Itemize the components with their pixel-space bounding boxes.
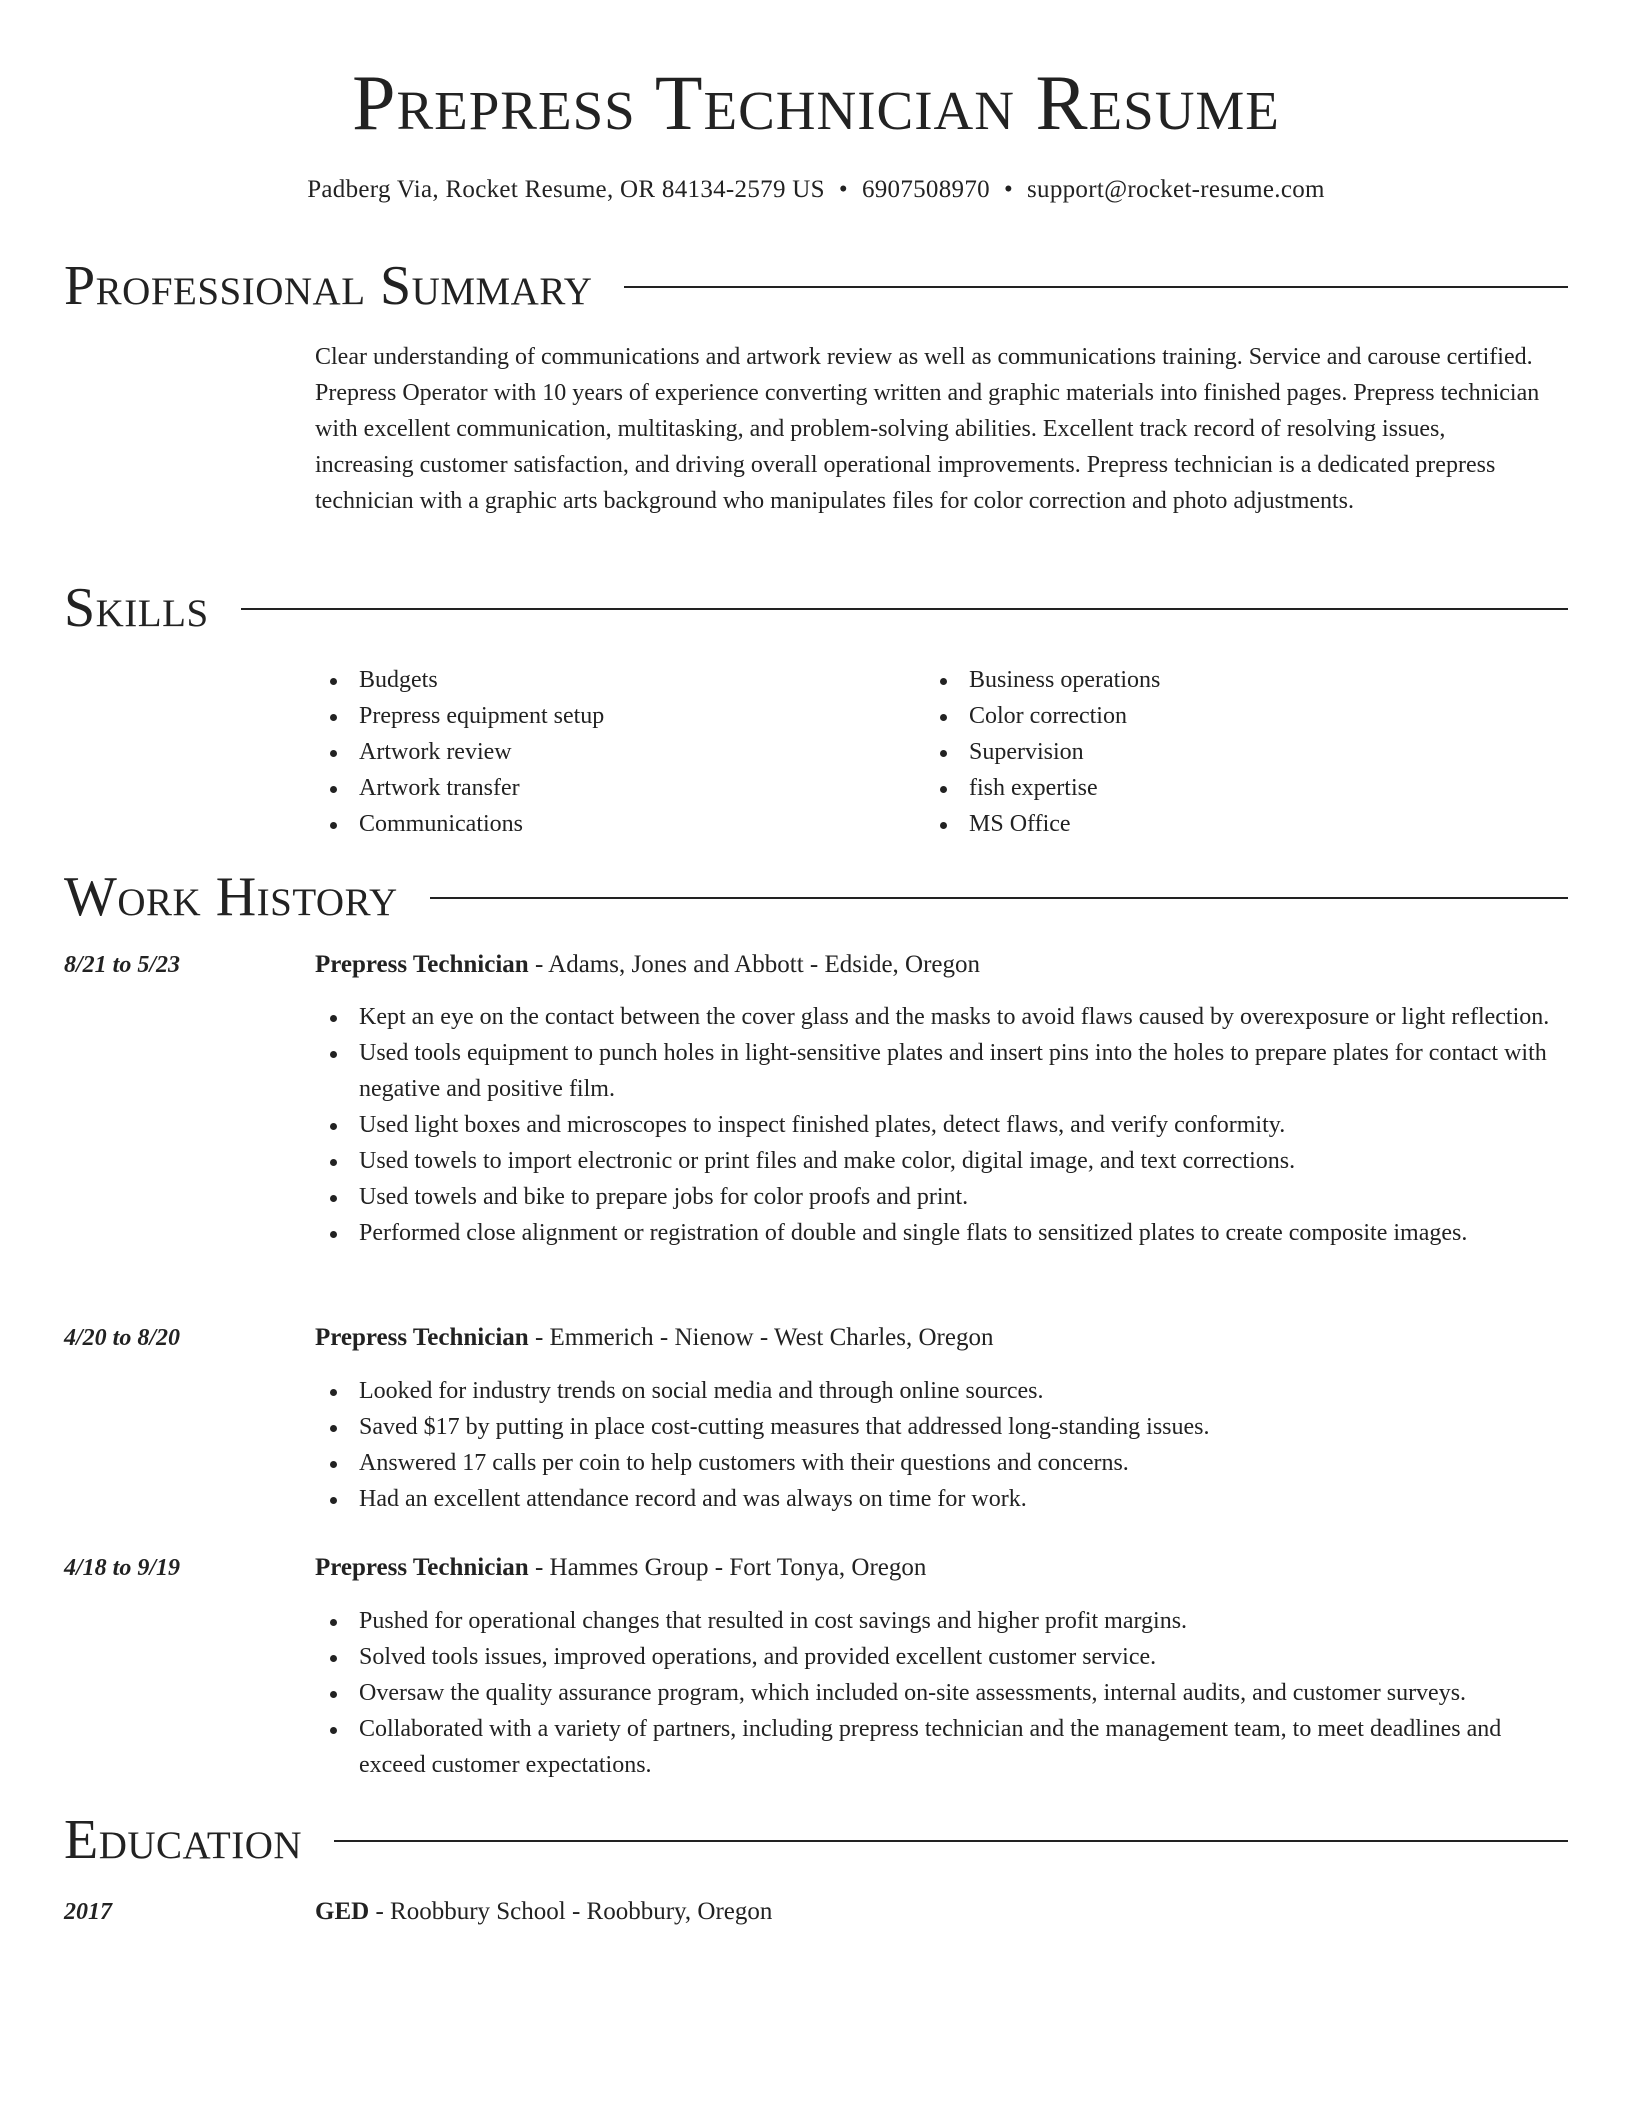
education-degree: GED: [315, 1898, 370, 1925]
job-duty-item: Oversaw the quality assurance program, which included on-site assessments, internal audits, and customer surveys.: [315, 1675, 1565, 1711]
job-heading: [315, 947, 980, 983]
education-section-header: [64, 1808, 1568, 1872]
skill-item: Budgets: [315, 662, 915, 698]
skill-item: Supervision: [925, 734, 1525, 770]
education-heading: [315, 1894, 772, 1930]
skill-item: MS Office: [925, 806, 1525, 842]
skills-list-right: [925, 662, 1525, 842]
job-dates: 4/20 to 8/20: [64, 1325, 181, 1351]
job-heading: [315, 1320, 993, 1356]
contact-address: Padberg Via, Rocket Resume, OR 84134-2579 US: [307, 176, 825, 203]
job-employer: - Adams, Jones and Abbott - Edside, Oregon: [528, 951, 981, 978]
summary-section-header: [64, 254, 1568, 318]
job-duty-item: Performed close alignment or registration of double and single flats to sensitized plates to create composite images.: [315, 1215, 1565, 1251]
job-duty-item: Used tools equipment to punch holes in light-sensitive plates and insert pins into the holes to prepare plates for contact with negative and positive film.: [315, 1035, 1565, 1107]
contact-email: support@rocket-resume.com: [1027, 176, 1325, 203]
job-duty-item: Answered 17 calls per coin to help customers with their questions and concerns.: [315, 1445, 1565, 1481]
job-employer: - Emmerich - Nienow - West Charles, Oregon: [528, 1324, 994, 1351]
contact-separator: •: [838, 176, 848, 203]
job-duty-item: Kept an eye on the contact between the cover glass and the masks to avoid flaws caused by overexposure or light reflection.: [315, 999, 1565, 1035]
skills-list-left: [315, 662, 915, 842]
summary-text: Clear understanding of communications and artwork review as well as communications training. Service and carouse certified. Prepress Operator with 10 years of experience converting written and graphic materials into finished pages. Prepress technician with excellent communication, multitasking, and problem-solving abilities. Excellent track record of resolving issues, increasing customer satisfaction, and driving overall operational improvements. Prepress technician is a dedicated prepress technician with a graphic arts background who manipulates files for color correction and photo adjustments.: [315, 344, 1540, 514]
skills-section-header: [64, 576, 1568, 640]
section-divider: [334, 1840, 1568, 1842]
section-divider: [624, 286, 1568, 288]
job-employer: - Hammes Group - Fort Tonya, Oregon: [528, 1554, 927, 1581]
job-duties: [315, 999, 1565, 1251]
skills-column-left: [315, 662, 915, 842]
section-title-skills: Skills: [64, 577, 209, 639]
job-role: Prepress Technician: [315, 1324, 529, 1351]
job-duty-item: Solved tools issues, improved operations, and provided excellent customer service.: [315, 1639, 1565, 1675]
section-divider: [430, 897, 1568, 899]
job-duty-item: Saved $17 by putting in place cost-cutting measures that addressed long-standing issues.: [315, 1409, 1565, 1445]
skill-item: Color correction: [925, 698, 1525, 734]
job-duties: [315, 1603, 1565, 1783]
section-title-work: Work History: [64, 866, 398, 928]
skill-item: Business operations: [925, 662, 1525, 698]
section-title-education: Education: [64, 1809, 303, 1871]
education-year: 2017: [64, 1899, 112, 1925]
work-section-header: [64, 865, 1568, 929]
job-duty-item: Had an excellent attendance record and was always on time for work.: [315, 1481, 1565, 1517]
job-role: Prepress Technician: [315, 951, 529, 978]
job-duty-item: Used towels to import electronic or print files and make color, digital image, and text corrections.: [315, 1143, 1565, 1179]
skill-item: Communications: [315, 806, 915, 842]
education-school: - Roobbury School - Roobbury, Oregon: [369, 1898, 773, 1925]
resume-title: Prepress Technician Resume: [352, 59, 1280, 146]
contact-phone: 6907508970: [861, 176, 990, 203]
skills-column-right: [925, 662, 1525, 842]
job-duty-list: [315, 1373, 1565, 1517]
section-divider: [241, 608, 1568, 610]
contact-separator: •: [1003, 176, 1013, 203]
skill-item: Artwork review: [315, 734, 915, 770]
skill-item: fish expertise: [925, 770, 1525, 806]
job-duties: [315, 1373, 1565, 1517]
job-dates: 8/21 to 5/23: [64, 952, 181, 978]
job-duty-list: [315, 1603, 1565, 1783]
job-duty-item: Collaborated with a variety of partners, including prepress technician and the management team, to meet deadlines and exceed customer expectations.: [315, 1711, 1565, 1783]
job-duty-item: Used towels and bike to prepare jobs for color proofs and print.: [315, 1179, 1565, 1215]
job-duty-item: Used light boxes and microscopes to inspect finished plates, detect flaws, and verify conformity.: [315, 1107, 1565, 1143]
job-heading: [315, 1550, 926, 1586]
section-title-summary: Professional Summary: [64, 255, 593, 317]
skill-item: Artwork transfer: [315, 770, 915, 806]
skill-item: Prepress equipment setup: [315, 698, 915, 734]
job-duty-item: Looked for industry trends on social media and through online sources.: [315, 1373, 1565, 1409]
contact-line: [0, 175, 1632, 205]
job-duty-item: Pushed for operational changes that resulted in cost savings and higher profit margins.: [315, 1603, 1565, 1639]
job-role: Prepress Technician: [315, 1554, 529, 1581]
job-dates: 4/18 to 9/19: [64, 1555, 181, 1581]
job-duty-list: [315, 999, 1565, 1251]
